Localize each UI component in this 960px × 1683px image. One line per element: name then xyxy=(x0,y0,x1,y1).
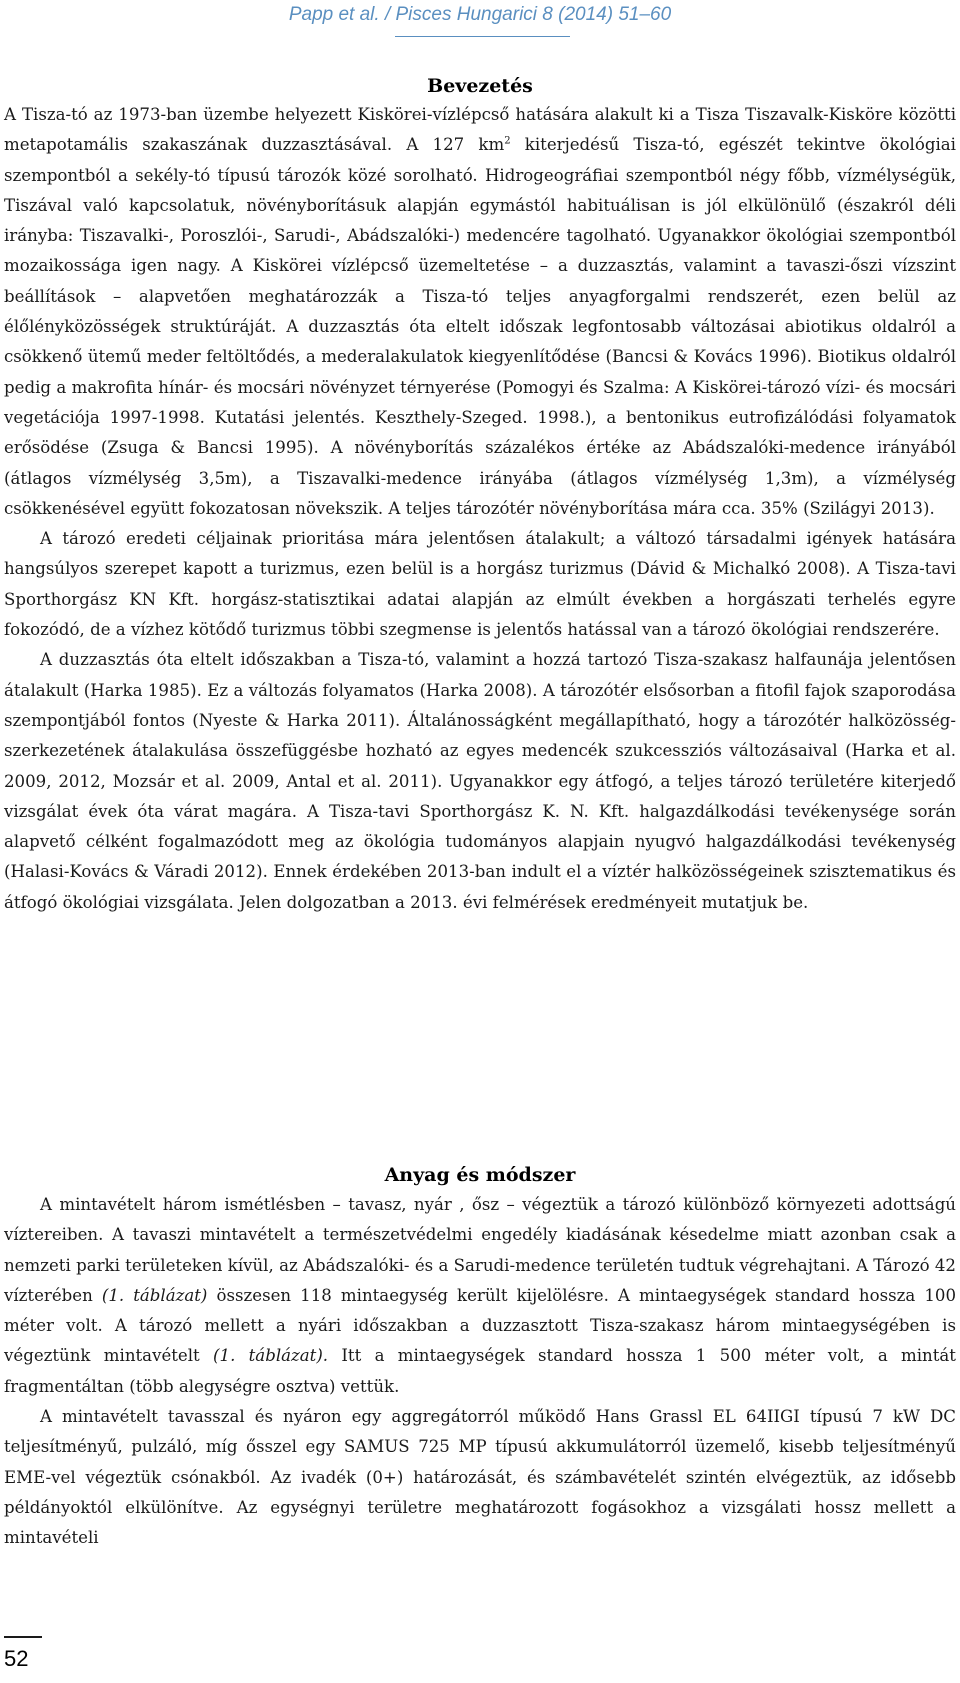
page-number-rule xyxy=(4,1636,42,1638)
section-heading-introduction: Bevezetés xyxy=(427,75,533,97)
running-head xyxy=(0,4,960,26)
paragraph-3: A duzzasztás óta eltelt időszakban a Tisza-tó, valamint a hozzá tartozó Tisza-szakasz halfaunája jelentősen átalakult (Harka 1985). Ez a változás folyamatos (Harka 2008). A tározótér elsősorban a fitofil fajok szaporodása szempontjából fontos (Nyeste & Harka 2011). Általánosságként megállapítható, hogy a tározótér halközösség-szerkezetének átalakulása összefüggésbe hozható az egyes medencék szukcessziós változásaival (Harka et al. 2009, 2012, Mozsár et al. 2009, Antal et al. 2011). Ugyanakkor egy átfogó, a teljes tározó területére kiterjedő vizsgálat évek óta várat magára. A Tisza-tavi Sporthorgász K. N. Kft. halgazdálkodási tevékenysége során alapvető célként fogalmazódott meg az ökológia tudományos alapjain nyugvó halgazdálkodási tevékenység (Halasi-Kovács & Váradi 2012). Ennek érdekében 2013-ban indult el a víztér halközösségeinek szisztematikus és átfogó ökológiai vizsgálata. Jelen dolgozatban a 2013. évi felmérések eredményeit mutatjuk be. xyxy=(4,650,956,912)
methods-p1-text-b: összesen 118 mintaegység került kijelölésre. A mintaegységek standard hossza 100 méter volt. A tározó mellett a nyári időszakban a duzzasztott Tisza-szakasz három mintaegységében is végeztünk mintavételt xyxy=(4,1285,956,1366)
introduction-body xyxy=(4,100,956,918)
running-head-text: Papp et al. / Pisces Hungarici 8 (2014) 51–60 xyxy=(288,4,672,25)
methods-p1-text-c: Itt a mintaegységek standard hossza 1 500 méter volt, a mintát fragmentáltan (több alegységre osztva) vettük. xyxy=(4,1346,956,1396)
superscript-2: 2 xyxy=(504,135,511,147)
paragraph-1-text-b: kiterjedésű Tisza-tó, egészét tekintve ökológiai szempontból a sekély-tó típusú tározók közé sorolható. Hidrogeográfiai szempontból négy főbb, vízmélységük, Tiszával való kapcsolatuk, növényborításuk alapján egymástól habituálisan is jól elkülönülő (északról déli irányba: Tiszavalki-, Poroszlói-, Sarudi-, Abádszalóki-) medencére tagolható. Ugyanakkor ökológiai szempontból mozaikossága igen nagy. A Kiskörei vízlépcső üzemeltetése – a duzzasztás, valamint a tavaszi-őszi vízszint beállítások – alapvetően meghatározzák a Tisza-tó teljes anyagforgalmi rendszerét, ezen belül az élőlényközösségek struktúráját. A duzzasztás óta eltelt időszak legfontosabb változásai abiotikus oldalról a csökkenő ütemű meder feltöltődés, a mederalakulatok kiegyenlítődése (Bancsi & Kovács 1996). Biotikus oldalról pedig a makrofita hínár- és mocsári növényzet térnyerése (Pomogyi és Szalma: A Kiskörei-tározó vízi- és mocsári vegetációja 1997-1998. Kutatási jelentés. Keszthely-Szeged. 1998.), a bentonikus eutrofizálódási folyamatok erősödése (Zsuga & Bancsi 1995). A növényborítás százalékos értéke az Abádszalóki-medence irányából (átlagos vízmélység 3,5m), a Tiszavalki-medence irányába (átlagos vízmélység 1,3m), a vízmélység csökkenésével együtt fokozatosan növekszik. A teljes tározótér növényborítása mára cca. 35% (Szilágyi 2013). xyxy=(4,135,956,518)
methods-paragraph-2: A mintavételt tavasszal és nyáron egy aggregátorról működő Hans Grassl EL 64IIGI típusú 7 kW DC teljesítményű, pulzáló, míg ősszel egy SAMUS 725 MP típusú akkumulátorról üzemelő, kisebb teljesítményű EME-vel végeztük csónakból. Az ivadék (0+) határozását, és számbavételét szintén elvégeztük, az idősebb példányoktól elkülönítve. Az egységnyi területre meghatározott fogásokhoz a vizsgálati hossz mellett a mintavételi xyxy=(4,1407,956,1548)
paragraph-1 xyxy=(4,100,956,524)
table-reference-2: (1. táblázat). xyxy=(213,1346,329,1366)
paragraph-2: A tározó eredeti céljainak prioritása mára jelentősen átalakult; a változó társadalmi igények hatására hangsúlyos szerepet kapott a turizmus, ezen belül is a horgász turizmus (Dávid & Michalkó 2008). A Tisza-tavi Sporthorgász KN Kft. horgász-statisztikai adatai alapján az elmúlt években a horgászati terhelés egyre fokozódó, de a vízhez kötődő turizmus többi szegmense is jelentős hatással van a tározó ökológiai rendszerére. xyxy=(4,529,956,640)
methods-p1-text-a: A mintavételt három ismétlésben – tavasz, nyár , ősz – végeztük a tározó különböző környezeti adottságú víztereiben. A tavaszi mintavételt a természetvédelmi engedély kiadásának késedelme miatt azonban csak a nemzeti parki területeken kívül, az Abádszalóki- és a Sarudi-medence területén tudtuk végrehajtani. A Tározó 42 vízterében xyxy=(4,1195,956,1305)
table-reference-1: (1. táblázat) xyxy=(101,1285,208,1305)
section-heading-materials-methods: Anyag és módszer xyxy=(384,1164,576,1186)
page-number xyxy=(4,1646,28,1672)
methods-body xyxy=(4,1190,956,1554)
page-number-text: 52 xyxy=(4,1646,29,1671)
running-head-rule xyxy=(395,36,570,37)
methods-paragraph-1 xyxy=(4,1190,956,1402)
paragraph-1-text-a: A Tisza-tó az 1973-ban üzembe helyezett Kiskörei-vízlépcső hatására alakult ki a Tisza Tiszavalk-Kisköre közötti metapotamális szakaszának duzzasztásával. A 127 km xyxy=(4,105,956,155)
